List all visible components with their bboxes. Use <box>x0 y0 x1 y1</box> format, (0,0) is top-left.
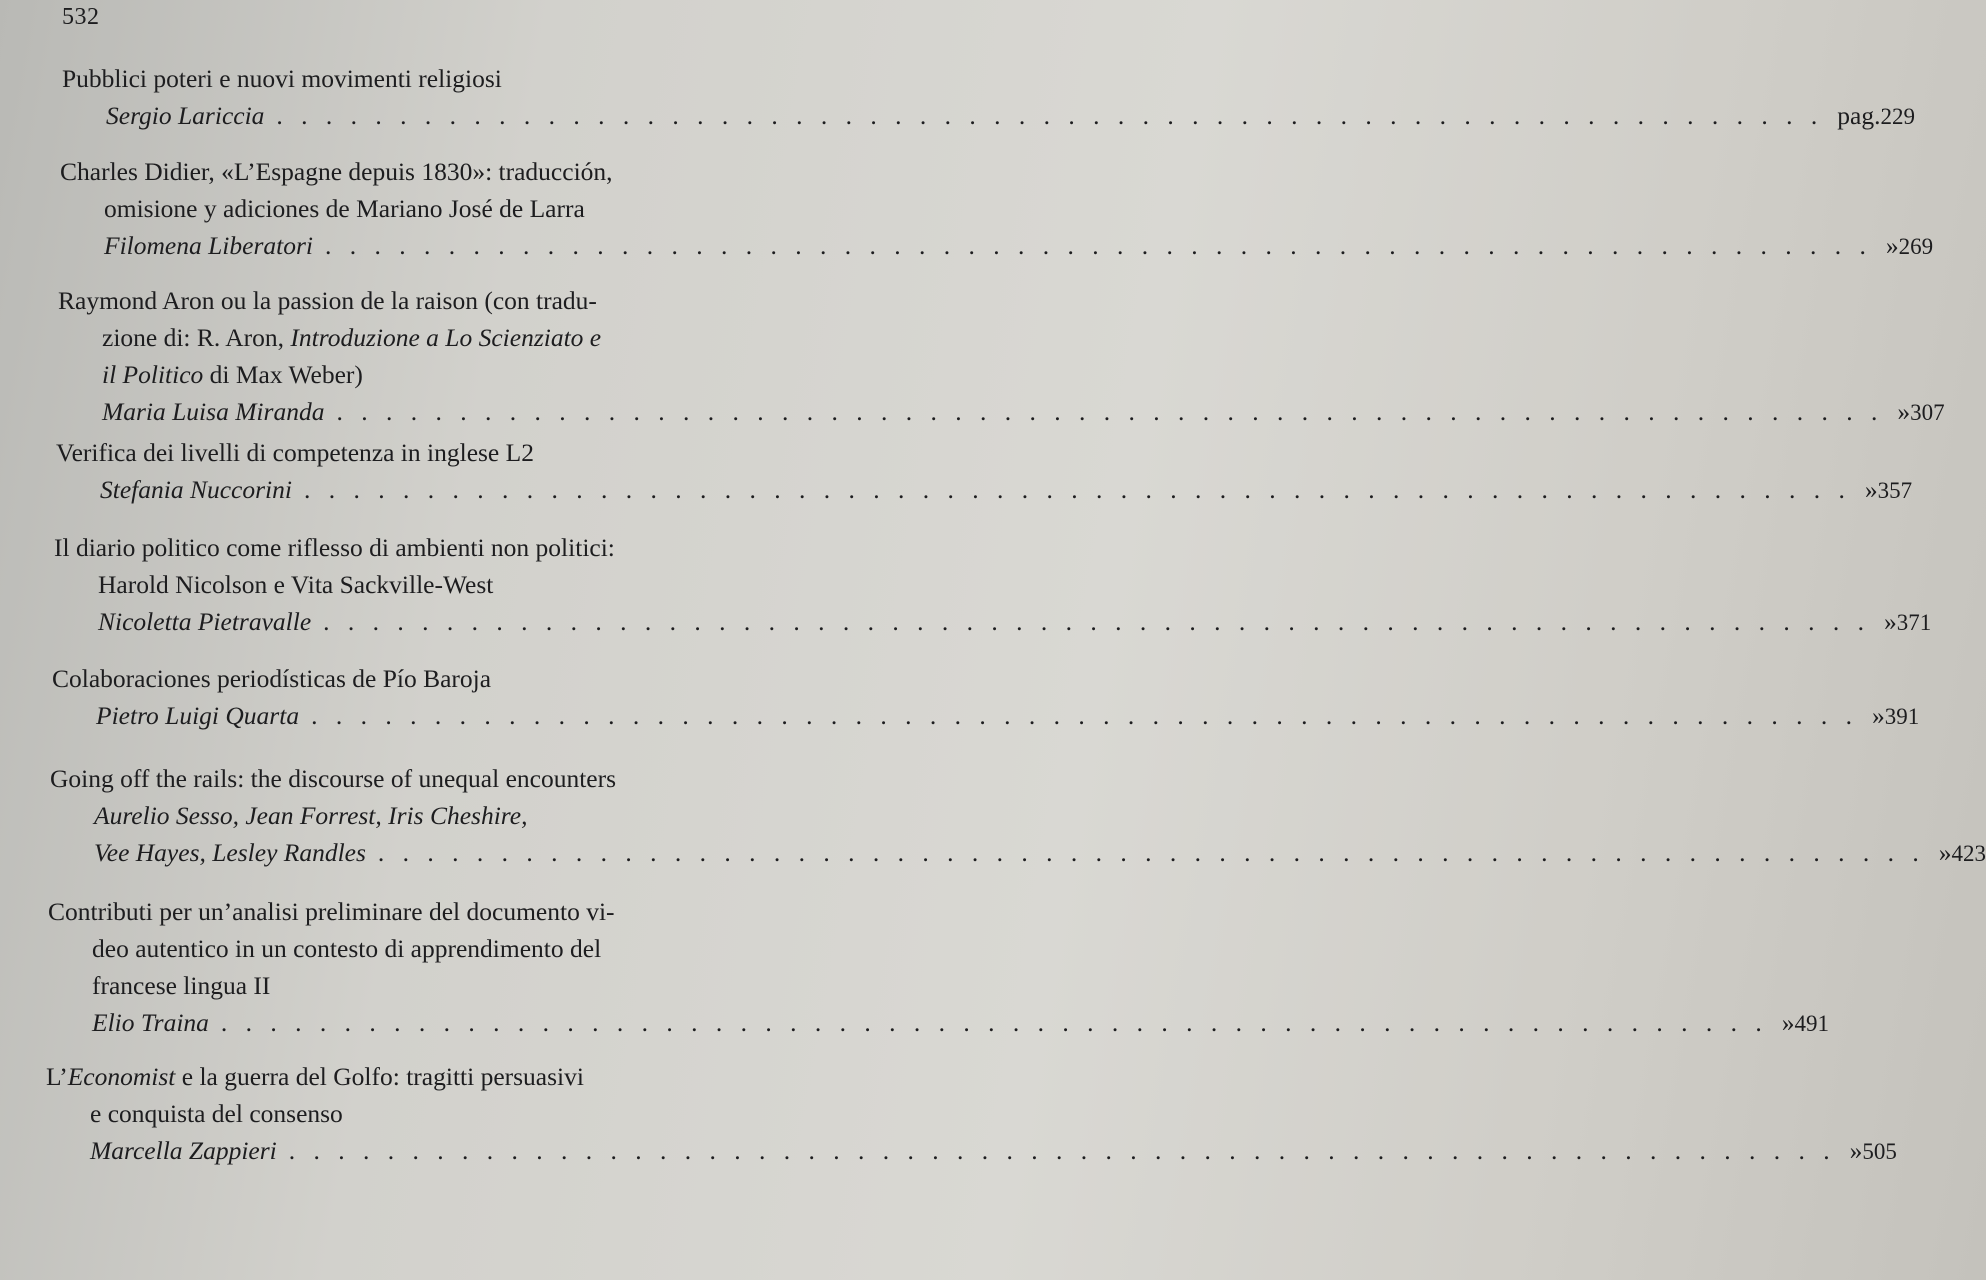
entry-page: 423 <box>1951 841 1986 866</box>
entry-title <box>58 356 838 393</box>
entry-page: 229 <box>1880 104 1915 129</box>
page-marker: » <box>1849 1136 1863 1165</box>
page-marker: » <box>1938 838 1952 867</box>
entry-title-part: e la guerra del Golfo: tragitti persuasivi <box>175 1062 584 1091</box>
entry-title: francese lingua II <box>92 971 271 1000</box>
entry-title-part: zione di: R. Aron, <box>102 323 291 352</box>
entry-author-line <box>48 1004 1830 1041</box>
entry-author-line <box>60 227 1934 264</box>
entry-title-italic: Economist <box>67 1062 176 1091</box>
entry-page: 357 <box>1877 478 1913 503</box>
entry-title: Verifica dei livelli di competenza in inglese L2 <box>56 438 534 467</box>
entry-title: Contributi per un’analisi preliminare del documento vi- <box>48 897 615 926</box>
entry-title-italic: il Politico <box>102 360 204 389</box>
entry-author: Stefania Nuccorini <box>100 475 292 504</box>
entry-title: Harold Nicolson e Vita Sackville-West <box>98 570 494 599</box>
toc-entry <box>54 529 1932 640</box>
entry-page: 371 <box>1896 610 1932 635</box>
entry-title: omisione y adiciones de Mariano José de Larra <box>104 194 585 223</box>
page-marker: » <box>1864 475 1878 504</box>
page-marker: » <box>1897 397 1911 426</box>
toc-entry <box>60 153 1934 264</box>
entry-author-extra: Aurelio Sesso, Jean Forrest, Iris Cheshire, <box>94 801 528 830</box>
entry-title-part: di Max Weber) <box>203 360 363 389</box>
entry-title: Pubblici poteri e nuovi movimenti religiosi <box>62 64 502 93</box>
entry-title: Colaboraciones periodísticas de Pío Baroja <box>52 664 492 693</box>
page-marker: pag. <box>1837 101 1881 130</box>
leader-dots <box>276 97 1823 134</box>
entry-title: e conquista del consenso <box>90 1099 343 1128</box>
entry-author-line <box>46 1132 1897 1169</box>
leader-dots <box>311 697 1858 734</box>
page-marker: » <box>1871 701 1885 730</box>
entry-title: Il diario politico come riflesso di ambienti non politici: <box>54 533 615 562</box>
entry-title-part: L’ <box>46 1062 68 1091</box>
entry-page: 307 <box>1910 400 1945 425</box>
leader-dots <box>304 471 1851 508</box>
leader-dots <box>336 393 1883 430</box>
leader-dots <box>289 1132 1836 1169</box>
entry-author: Maria Luisa Miranda <box>102 397 325 426</box>
page-marker: » <box>1884 607 1897 636</box>
entry-author-line <box>56 471 1913 508</box>
entry-page: 505 <box>1862 1139 1897 1164</box>
toc-entry <box>52 660 1920 734</box>
page-number: 532 <box>62 4 100 30</box>
entry-title: deo autentico in un contesto di apprendimento del <box>92 934 602 963</box>
leader-dots <box>323 603 1870 640</box>
page-marker: » <box>1781 1008 1795 1037</box>
entry-page: 269 <box>1898 234 1934 259</box>
entry-page: 391 <box>1884 704 1920 729</box>
toc-entry <box>48 893 1830 1041</box>
entry-author: Nicoletta Pietravalle <box>98 607 312 636</box>
page-marker: » <box>1885 231 1899 260</box>
toc-entry <box>58 282 1945 430</box>
entry-title: Going off the rails: the discourse of unequal encounters <box>50 764 617 793</box>
entry-page: 491 <box>1794 1011 1830 1036</box>
entry-author-line <box>62 97 1915 134</box>
entry-author-line <box>58 393 1945 430</box>
entry-author: Filomena Liberatori <box>104 231 313 260</box>
entry-author: Marcella Zappieri <box>90 1136 277 1165</box>
leader-dots <box>325 227 1872 264</box>
entry-author: Elio Traina <box>92 1008 209 1037</box>
entry-title-italic: Introduzione a Lo Scienziato e <box>290 323 602 352</box>
toc-entry <box>62 60 1915 134</box>
entry-title: Raymond Aron ou la passion de la raison (con tradu- <box>58 286 597 315</box>
toc-entry <box>46 1058 1897 1169</box>
entry-author: Vee Hayes, Lesley Randles <box>94 838 366 867</box>
entry-author: Sergio Lariccia <box>106 101 265 130</box>
leader-dots <box>221 1004 1768 1041</box>
leader-dots <box>378 834 1925 871</box>
entry-title <box>46 1058 826 1095</box>
entry-author: Pietro Luigi Quarta <box>96 701 300 730</box>
toc-entry <box>56 434 1913 508</box>
entry-author-line <box>50 834 1986 871</box>
toc-entry <box>50 760 1986 871</box>
entry-author-line <box>54 603 1932 640</box>
entry-title <box>58 319 838 356</box>
entry-author-line <box>52 697 1920 734</box>
entry-title: Charles Didier, «L’Espagne depuis 1830»: traducción, <box>60 157 613 186</box>
